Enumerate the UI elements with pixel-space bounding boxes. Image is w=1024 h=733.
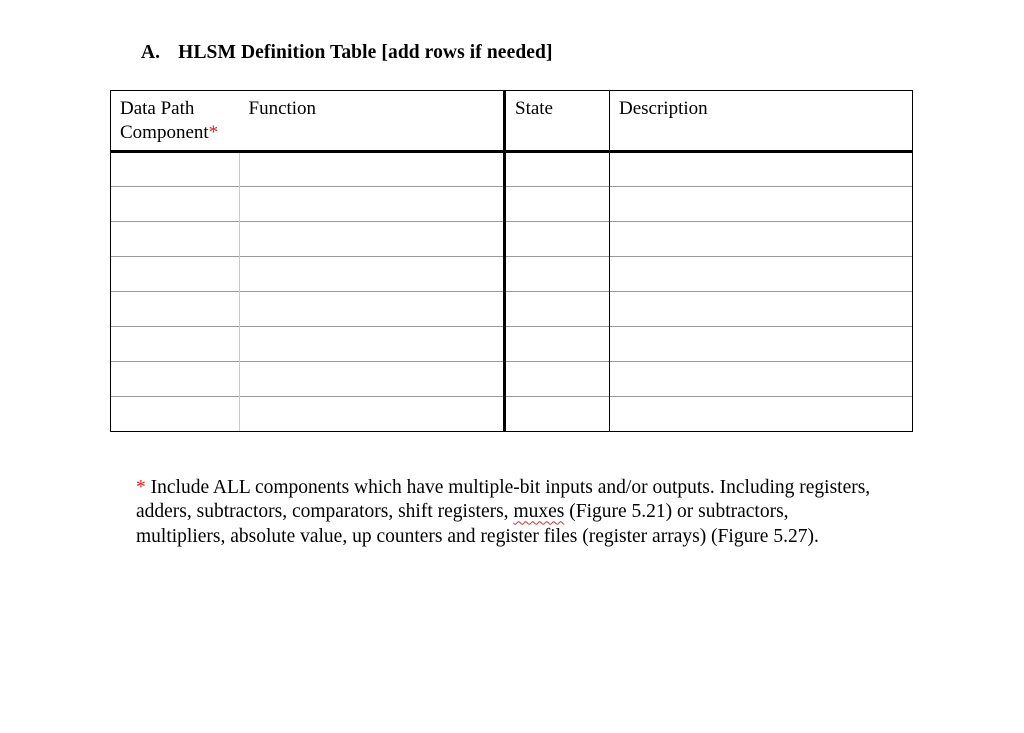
footnote (136, 476, 876, 549)
cell-state[interactable] (505, 187, 610, 222)
required-marker: * (208, 122, 219, 143)
cell-function[interactable] (240, 292, 505, 327)
section-letter: A. (141, 42, 161, 63)
footnote-text-after: (Figure 5.21) or subtractors, multipliers, absolute value, up counters and register files (register arrays) (Figure 5.27). (136, 501, 819, 547)
header-component-line2: Component (120, 122, 209, 143)
cell-description[interactable] (610, 187, 913, 222)
cell-function[interactable] (240, 397, 505, 432)
cell-state[interactable] (505, 292, 610, 327)
cell-function[interactable] (240, 327, 505, 362)
cell-function[interactable] (240, 362, 505, 397)
cell-component[interactable] (111, 187, 240, 222)
cell-state[interactable] (505, 362, 610, 397)
cell-function[interactable] (240, 187, 505, 222)
cell-component[interactable] (111, 257, 240, 292)
cell-state[interactable] (505, 397, 610, 432)
footnote-marker: * (136, 477, 146, 498)
table-row (111, 292, 913, 327)
cell-state[interactable] (505, 152, 610, 187)
table-row (111, 327, 913, 362)
cell-state[interactable] (505, 327, 610, 362)
hlsm-definition-table (110, 90, 913, 432)
header-component-line1: Data Path (120, 98, 195, 119)
misspelled-word[interactable]: muxes (513, 501, 565, 523)
cell-description[interactable] (610, 257, 913, 292)
cell-state[interactable] (505, 222, 610, 257)
cell-component[interactable] (111, 152, 240, 187)
table-row (111, 397, 913, 432)
cell-function[interactable] (240, 257, 505, 292)
cell-description[interactable] (610, 362, 913, 397)
cell-component[interactable] (111, 397, 240, 432)
table-row (111, 152, 913, 187)
table-row (111, 187, 913, 222)
cell-component[interactable] (111, 292, 240, 327)
table-header-row (111, 91, 913, 152)
cell-component[interactable] (111, 222, 240, 257)
cell-description[interactable] (610, 327, 913, 362)
header-data-path-component[interactable] (111, 91, 240, 152)
cell-component[interactable] (111, 327, 240, 362)
cell-function[interactable] (240, 222, 505, 257)
footnote-text-before: Include ALL components which have multiple-bit inputs and/or outputs. Including registers, adders, subtractors, comparators, shift registers, (136, 477, 871, 523)
section-heading (141, 42, 553, 64)
header-description[interactable]: Description (610, 91, 913, 152)
table-row (111, 222, 913, 257)
table-body (111, 152, 913, 432)
cell-description[interactable] (610, 152, 913, 187)
cell-state[interactable] (505, 257, 610, 292)
cell-description[interactable] (610, 397, 913, 432)
cell-component[interactable] (111, 362, 240, 397)
cell-function[interactable] (240, 152, 505, 187)
header-function[interactable]: Function (240, 91, 505, 152)
table-row (111, 362, 913, 397)
cell-description[interactable] (610, 222, 913, 257)
table-row (111, 257, 913, 292)
cell-description[interactable] (610, 292, 913, 327)
section-title: HLSM Definition Table [add rows if needed] (178, 42, 553, 63)
header-state[interactable]: State (505, 91, 610, 152)
